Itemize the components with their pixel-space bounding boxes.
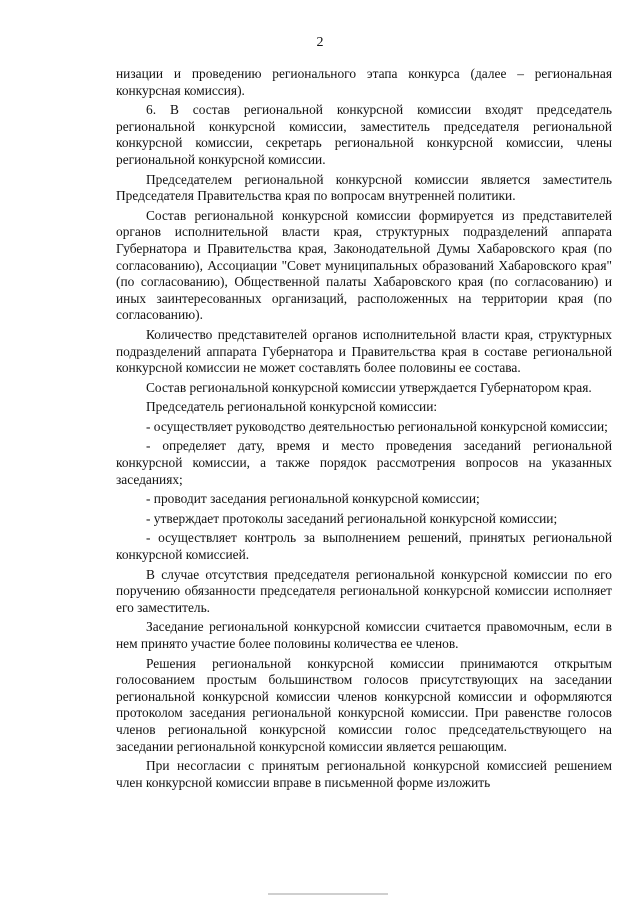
list-item: - определяет дату, время и место проведения заседаний региональной конкурсной комиссии, а также порядок рассмотрения вопросов на указанных заседаниях; [116,438,612,487]
paragraph: В случае отсутствия председателя региональной конкурсной комиссии по его поручению обязанности председателя региональной конкурсной комиссии исполняет его заместитель. [116,566,612,615]
document-body [116,66,612,791]
list-item: - осуществляет руководство деятельностью региональной конкурсной комиссии; [146,418,608,434]
paragraph: 6. В состав региональной конкурсной комиссии входят председатель региональной конкурсной комиссии, заместитель председателя региональной конкурсной комиссии, секретарь региональной конкурсной комиссии, члены региональной конкурсной комиссии. [116,102,612,167]
list-item: - проводит заседания региональной конкурсной комиссии; [146,491,480,507]
page-number: 2 [316,35,324,50]
paragraph: Состав региональной конкурсной комиссии формируется из представителей органов исполнительной власти края, структурных подразделений аппарата Губернатора и Правительства края, Законодательной Думы Хабаровского края (по согласованию), Ассоциации "Совет муниципальных образований Хабаровского края" (по согласованию), Общественной палаты Хабаровского края (по согласованию) и иных заинтересованных организаций, расположенных на территории края (по согласованию). [116,207,612,323]
paragraph: При несогласии с принятым региональной конкурсной комиссией решением член конкурсной комиссии вправе в письменной форме изложить [116,758,612,790]
paragraph: Количество представителей органов исполнительной власти края, структурных подразделений аппарата Губернатора и Правительства края в составе региональной конкурсной комиссии не может составлять более половины ее состава. [116,326,612,376]
paragraph: Заседание региональной конкурсной комиссии считается правомочным, если в нем принято участие более половины количества ее членов. [116,619,612,651]
scan-artifact [268,893,388,895]
paragraph: Председатель региональной конкурсной комиссии: [146,399,438,415]
list-item: - утверждает протоколы заседаний региональной конкурсной комиссии; [146,510,558,526]
paragraph: Состав региональной конкурсной комиссии утверждается Губернатором края. [146,379,592,395]
paragraph: низации и проведению регионального этапа конкурса (далее – региональная конкурсная комиссия). [116,66,612,98]
paragraph: Решения региональной конкурсной комиссии принимаются открытым голосованием простым большинством голосов присутствующих на заседании региональной конкурсной комиссии членов конкурсной комиссии и оформляются протоколом заседания региональной конкурсной комиссии. При равенстве голосов членов региональной конкурсной комиссии голос председательствующего на заседании региональной конкурсной комиссии является решающим. [116,655,612,754]
list-item: - осуществляет контроль за выполнением решений, принятых региональной конкурсной комиссией. [116,530,612,563]
paragraph: Председателем региональной конкурсной комиссии является заместитель Председателя Правительства края по вопросам внутренней политики. [116,171,612,204]
